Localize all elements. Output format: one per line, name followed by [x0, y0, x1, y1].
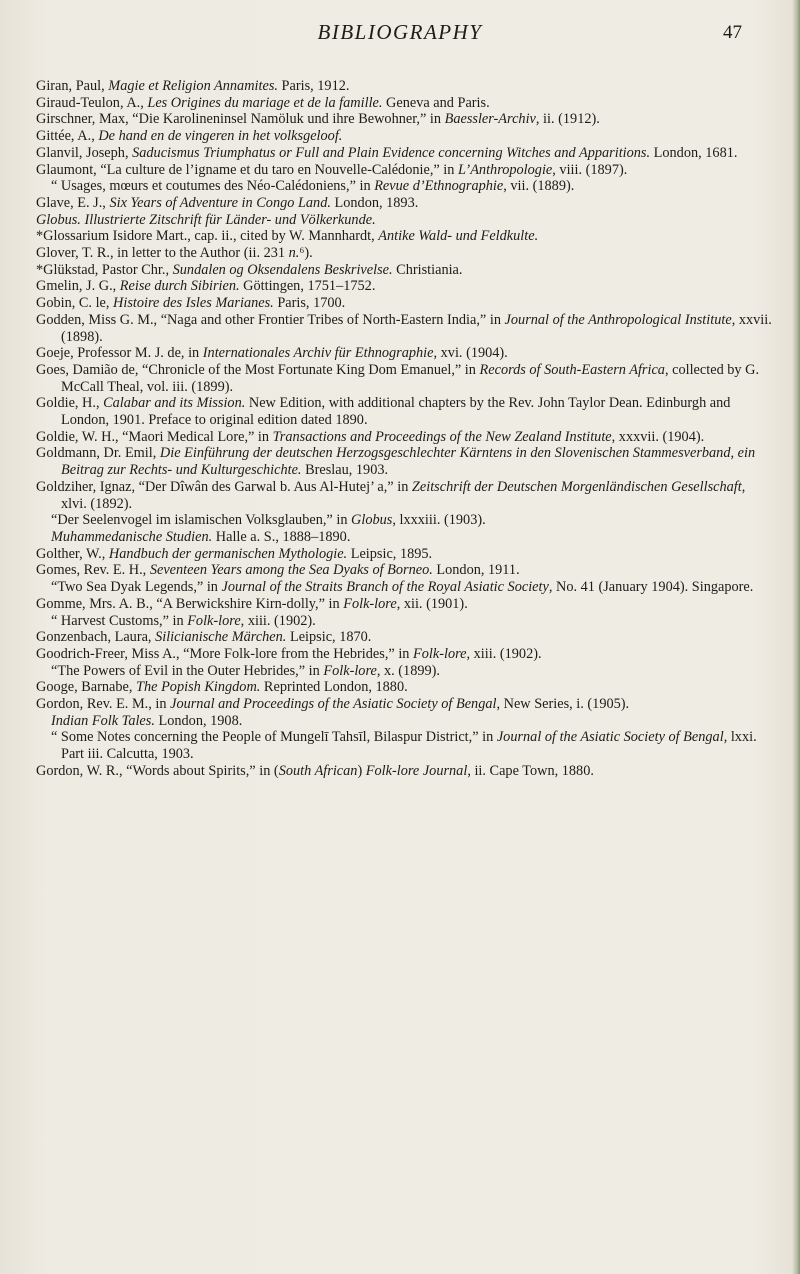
entry-text: Giran, Paul, — [36, 78, 109, 94]
entry-text: ) — [357, 762, 366, 779]
entry-text: Goldie, H., — [36, 395, 104, 412]
entry-text: London, 1911. — [432, 562, 520, 579]
bibliography-entry — [36, 395, 774, 428]
entry-text: Gittée, A., — [36, 128, 99, 145]
entry-title-text: Internationales Archiv für Ethnographie — [202, 345, 434, 362]
entry-text: Golther, W., — [36, 545, 109, 562]
entry-text: Reprinted London, 1880. — [260, 679, 408, 696]
entry-text: Gomes, Rev. E. H., — [36, 562, 150, 579]
bibliography-subentry — [36, 579, 774, 596]
bibliography-entry — [36, 245, 774, 262]
entry-text: Goodrich-Freer, Miss A., “More Folk-lore from the Hebrides,” in — [36, 645, 414, 662]
bibliography-entry — [36, 596, 774, 613]
bibliography-entry — [36, 445, 774, 478]
entry-text: “The Powers of Evil in the Outer Hebrides,” in — [51, 662, 324, 679]
bibliography-entry — [36, 696, 774, 713]
entry-text: London, 1908. — [154, 712, 243, 729]
entry-text: Gordon, W. R., “Words about Spirits,” in ( — [36, 762, 279, 779]
entry-text: Leipsic, 1870. — [286, 629, 372, 646]
bibliography-entry — [36, 429, 774, 446]
entry-title-text: De hand en de vingeren in het volksgeloof. — [98, 128, 343, 145]
page-header — [0, 20, 800, 56]
bibliography-entry — [36, 78, 774, 95]
entry-text: , xiii. (1902). — [240, 612, 316, 629]
entry-title-text: Zeitschrift der Deutschen Morgenländischen Gesellschaft — [411, 478, 742, 495]
entry-title-text: Journal of the Anthropological Institute — [504, 311, 732, 328]
entry-title-text: Transactions and Proceedings of the New Zealand Institute — [272, 428, 612, 445]
bibliography-subentry — [36, 613, 774, 630]
entry-title-text: Sundalen og Oksendalens Beskrivelse. — [172, 261, 393, 278]
entry-text: Goldie, W. H., “Maori Medical Lore,” in — [36, 428, 273, 445]
entry-title-text: Reise durch Sibirien. — [119, 278, 240, 295]
entry-text: Gobin, C. le, — [36, 295, 114, 312]
entry-title-text: Journal of the Asiatic Society of Bengal — [496, 729, 724, 746]
entry-title-text: Histoire des Isles Marianes. — [113, 295, 274, 312]
entry-title-text: Baessler-Archiv — [444, 111, 536, 128]
bibliography-entry — [36, 362, 774, 395]
entry-text: , lxxi. Part iii. Calcutta, 1903. — [61, 729, 757, 763]
bibliography-entry — [36, 345, 774, 362]
bibliography-entry — [36, 228, 774, 245]
entry-text: Halle a. S., 1888–1890. — [212, 528, 351, 545]
entry-text: Glaumont, “La culture de l’igname et du taro en Nouvelle-Calédonie,” in — [36, 161, 459, 178]
entry-text: Gomme, Mrs. A. B., “A Berwickshire Kirn-dolly,” in — [36, 595, 344, 612]
entry-title-text: n. — [288, 245, 300, 262]
entry-text: “Two Sea Dyak Legends,” in — [51, 579, 222, 596]
entry-text: , xlvi. (1892). — [61, 478, 746, 512]
entry-title-text: Globus — [351, 512, 393, 529]
entry-text: Girschner, Max, “Die Karolineninsel Namöluk und ihre Bewohner,” in — [36, 111, 445, 128]
entry-title-text: The Popish Kingdom. — [136, 679, 261, 696]
bibliography-entry — [36, 295, 774, 312]
entry-title-text: Silicianische Märchen. — [155, 629, 287, 646]
entry-text: “ Some Notes concerning the People of Mungelī Tahsīl, Bilaspur District,” in — [51, 729, 497, 746]
entry-text: Glover, T. R., in letter to the Author (ii. 231 — [36, 245, 289, 262]
entry-text: Gordon, Rev. E. M., in — [36, 696, 171, 713]
entry-text: Göttingen, 1751–1752. — [239, 278, 376, 295]
entry-text: Gmelin, J. G., — [36, 278, 120, 295]
bibliography-entry — [36, 679, 774, 696]
entry-text: , vii. (1889). — [503, 178, 575, 195]
entry-text: Paris, 1700. — [273, 295, 346, 312]
bibliography-subentry — [36, 512, 774, 529]
bibliography-subentry — [36, 729, 774, 762]
bibliography-subentry — [36, 713, 774, 730]
bibliography-list — [36, 78, 774, 780]
entry-text: *Glükstad, Pastor Chr., — [36, 261, 173, 278]
entry-title-text: Handbuch der germanischen Mythologie. — [108, 545, 348, 562]
entry-text: , xxvii. (1898). — [61, 311, 772, 345]
entry-text: , xii. (1901). — [396, 595, 468, 612]
entry-text: , lxxxiii. (1903). — [392, 512, 486, 529]
bibliography-entry — [36, 629, 774, 646]
entry-text: , ii. Cape Town, 1880. — [467, 762, 594, 779]
running-head: BIBLIOGRAPHY — [317, 20, 483, 44]
bibliography-entry — [36, 562, 774, 579]
entry-text: Goeje, Professor M. J. de, in — [36, 345, 203, 362]
bibliography-entry — [36, 546, 774, 563]
bibliography-entry — [36, 278, 774, 295]
entry-text: “ Harvest Customs,” in — [51, 612, 188, 629]
entry-title-text: Seventeen Years among the Sea Dyaks of Borneo. — [149, 562, 433, 579]
entry-title-text: Muhammedanische Studien. — [51, 528, 213, 545]
entry-text: , viii. (1897). — [552, 161, 628, 178]
entry-title-text: Globus. Illustrierte Zitschrift für Länder- und Völkerkunde. — [36, 211, 376, 228]
bibliography-entry — [36, 145, 774, 162]
entry-title-text: Indian Folk Tales. — [51, 712, 155, 729]
entry-text: Giraud-Teulon, A., — [36, 94, 148, 111]
entry-text: ⁶). — [299, 245, 313, 262]
entry-text: , xvi. (1904). — [433, 345, 508, 362]
bibliography-entry — [36, 111, 774, 128]
entry-text: Godden, Miss G. M., “Naga and other Frontier Tribes of North-Eastern India,” in — [36, 311, 505, 328]
entry-text: London, 1893. — [330, 194, 419, 211]
entry-text: New Edition, with additional chapters by the Rev. John Taylor Dean. Edinburgh and London, 1901. Preface to original edition dated 1890. — [61, 395, 731, 429]
entry-text: , xxxvii. (1904). — [611, 428, 705, 445]
bibliography-entry — [36, 212, 774, 229]
bibliography-entry — [36, 95, 774, 112]
entry-text: , ii. (1912). — [535, 111, 600, 128]
entry-text: Glanvil, Joseph, — [36, 144, 133, 161]
bibliography-subentry — [36, 663, 774, 680]
bibliography-subentry — [36, 529, 774, 546]
entry-text: London, 1681. — [650, 144, 738, 161]
entry-title-text: Folk-lore — [323, 662, 377, 679]
entry-text: Leipsic, 1895. — [347, 545, 433, 562]
entry-title-text: Magie et Religion Annamites. — [108, 78, 278, 94]
entry-title-text: Les Origines du mariage et de la famille. — [147, 94, 383, 111]
entry-text: “ Usages, mœurs et coutumes des Néo-Calédoniens,” in — [51, 178, 375, 195]
entry-title-text: Saducismus Triumphatus or Full and Plain Evidence concerning Witches and Apparitions. — [132, 144, 651, 161]
bibliography-entry — [36, 479, 774, 512]
entry-title-text: Journal and Proceedings of the Asiatic Society of Bengal — [170, 696, 497, 713]
entry-text: Googe, Barnabe, — [36, 679, 137, 696]
entry-text: Goldziher, Ignaz, “Der Dîwân des Garwal b. Aus Al-Hutej’ a,” in — [36, 478, 412, 495]
bibliography-entry — [36, 262, 774, 279]
entry-title-text: Six Years of Adventure in Congo Land. — [109, 194, 331, 211]
entry-text: Gonzenbach, Laura, — [36, 629, 156, 646]
entry-text: , collected by G. McCall Theal, vol. iii. (1899). — [61, 361, 760, 395]
bibliography-entry — [36, 646, 774, 663]
entry-title-text: Folk-lore — [413, 645, 467, 662]
entry-title-text: South African — [278, 762, 358, 779]
entry-text: , New Series, i. (1905). — [496, 696, 630, 713]
entry-text: , No. 41 (January 1904). Singapore. — [548, 579, 754, 596]
entry-title-text: Die Einführung der deutschen Herzogsgeschlechter Kärntens in den Slovenischen Stammesverband, ein Beitrag zur Rechts- und Kulturgeschichte. — [61, 445, 756, 479]
entry-title-text: L’Anthropologie — [458, 161, 553, 178]
entry-text: Goes, Damião de, “Chronicle of the Most Fortunate King Dom Emanuel,” in — [36, 361, 480, 378]
entry-text: Geneva and Paris. — [382, 94, 490, 111]
bibliography-entry — [36, 162, 774, 179]
entry-title-text: Calabar and its Mission. — [103, 395, 246, 412]
bibliography-entry — [36, 763, 774, 780]
entry-title-text: Records of South-Eastern Africa — [479, 361, 665, 378]
entry-text: Glave, E. J., — [36, 194, 110, 211]
bibliography-subentry — [36, 178, 774, 195]
entry-text: Breslau, 1903. — [301, 462, 389, 479]
entry-title-text: Folk-lore Journal — [365, 762, 468, 779]
page-number: 47 — [723, 22, 742, 43]
entry-title-text: Antike Wald- und Feldkulte. — [378, 228, 539, 245]
entry-text: Paris, 1912. — [277, 78, 350, 94]
entry-text: *Glossarium Isidore Mart., cap. ii., cited by W. Mannhardt, — [36, 228, 379, 245]
bibliography-entry — [36, 195, 774, 212]
entry-title-text: Folk-lore — [187, 612, 241, 629]
entry-text: , x. (1899). — [376, 662, 440, 679]
entry-text: Christiania. — [392, 261, 463, 278]
entry-text: Goldmann, Dr. Emil, — [36, 445, 160, 462]
bibliography-entry — [36, 128, 774, 145]
entry-title-text: Revue d’Ethnographie — [374, 178, 504, 195]
entry-text: “Der Seelenvogel im islamischen Volksglauben,” in — [51, 512, 352, 529]
bibliography-entry — [36, 312, 774, 345]
entry-title-text: Journal of the Straits Branch of the Royal Asiatic Society — [221, 579, 549, 596]
entry-title-text: Folk-lore — [343, 595, 397, 612]
entry-text: , xiii. (1902). — [466, 645, 542, 662]
page-edge-shadow — [792, 0, 800, 1274]
